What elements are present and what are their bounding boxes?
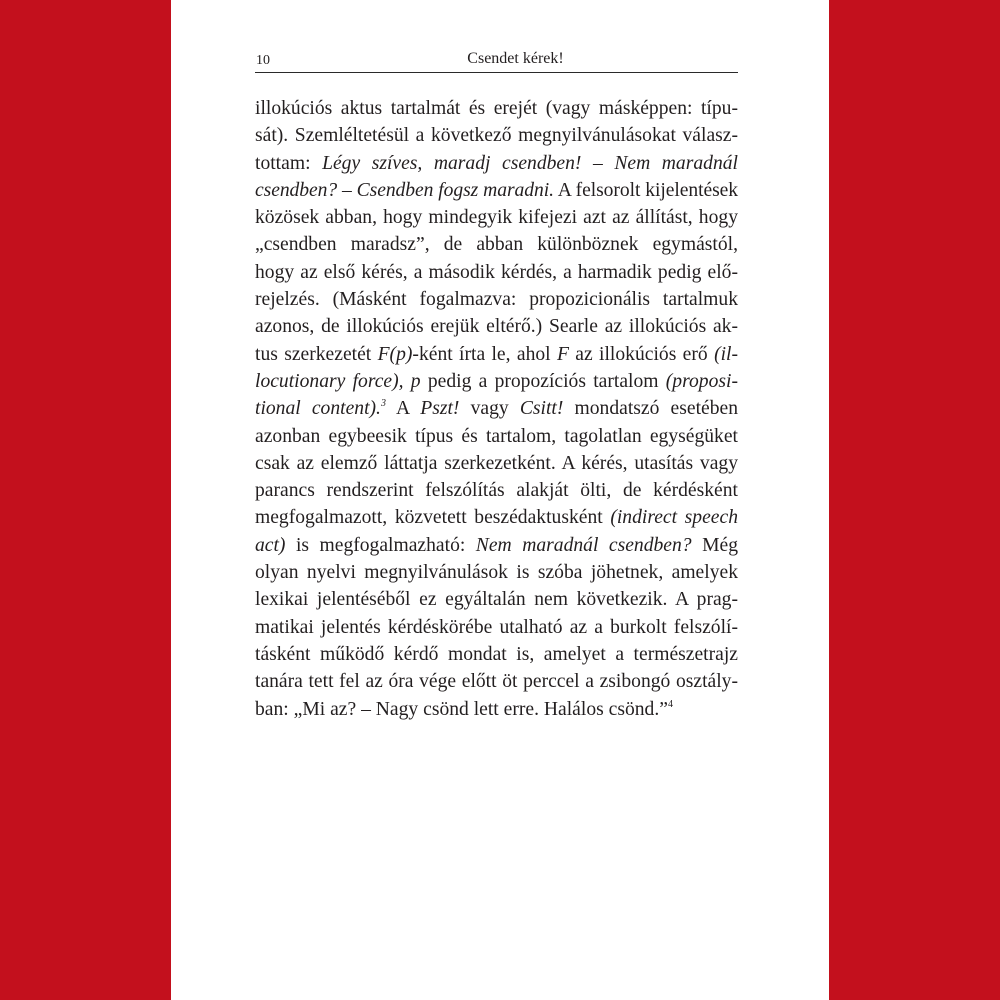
- body-paragraph: [255, 95, 738, 723]
- text-line: [255, 586, 738, 613]
- text-line: [255, 559, 738, 586]
- text-line: [255, 341, 738, 368]
- italic-run: Csitt!: [519, 398, 564, 420]
- footnote-marker: 4: [667, 698, 673, 710]
- text-run: A felsorolt kijelentések: [553, 179, 739, 201]
- text-line: [255, 286, 738, 313]
- text-run: mondatszó esetében: [563, 398, 738, 420]
- text-line: [255, 231, 738, 258]
- text-run: az illokúciós erő: [568, 343, 715, 365]
- text-run: lexikai jelentéséből ez egyáltalán nem következik. A prag-: [255, 589, 738, 611]
- text-run: tanára tett fel az óra vége előtt öt perccel a zsibongó osztály-: [255, 671, 738, 693]
- text-run: azonban egybeesik típus és tartalom, tagolatlan egységüket: [255, 425, 738, 447]
- text-run: pedig a propozíciós tartalom: [420, 370, 666, 392]
- text-run: A: [385, 398, 421, 420]
- text-line: [255, 504, 738, 531]
- italic-run: (proposi-: [665, 370, 738, 392]
- running-title: Csendet kérek!: [467, 50, 564, 67]
- footnote-marker: 3: [380, 398, 386, 410]
- text-run: megfogalmazott, közvetett beszédaktusként: [255, 507, 611, 529]
- text-line: [255, 450, 738, 477]
- text-run: hogy az első kérés, a második kérdés, a harmadik pedig elő-: [255, 261, 738, 283]
- text-run: matikai jelentés kérdéskörébe utalható az a burkolt felszólí-: [255, 616, 738, 638]
- italic-run: Légy szíves, maradj csendben! – Nem maradnál: [322, 152, 738, 174]
- text-line: [255, 95, 738, 122]
- italic-run: F(p): [377, 343, 413, 365]
- text-run: közösek abban, hogy mindegyik kifejezi azt az állítást, hogy: [255, 207, 738, 229]
- text-line: [255, 122, 738, 149]
- text-run: is megfogalmazható:: [285, 534, 476, 556]
- text-line: [255, 614, 738, 641]
- text-line: [255, 259, 738, 286]
- text-run: tottam:: [255, 152, 323, 174]
- text-run: olyan nyelvi megnyilvánulások is szóba jöhetnek, amelyek: [255, 562, 738, 584]
- text-run: tásként működő kérdő mondat is, amelyet a természetrajz: [255, 643, 738, 665]
- text-run: ban: „Mi az? – Nagy csönd lett erre. Halálos csönd.”: [255, 698, 668, 720]
- text-line: [255, 177, 738, 204]
- text-line: [255, 368, 738, 395]
- italic-run: locutionary force), p: [255, 370, 421, 392]
- text-line: [255, 204, 738, 231]
- text-run: sát). Szemléltetésül a következő megnyilvánulásokat válasz-: [255, 125, 738, 147]
- italic-run: Nem maradnál csendben?: [475, 534, 692, 556]
- text-line: [255, 696, 738, 723]
- text-line: [255, 532, 738, 559]
- text-run: azonos, de illokúciós erejük eltérő.) Searle az illokúciós ak-: [255, 316, 738, 338]
- text-run: vagy: [459, 398, 520, 420]
- text-line: [255, 641, 738, 668]
- text-run: Még: [691, 534, 738, 556]
- italic-run: (indirect speech: [610, 507, 738, 529]
- text-line: [255, 150, 738, 177]
- text-line: [255, 477, 738, 504]
- page-number: 10: [256, 53, 270, 68]
- text-line: [255, 668, 738, 695]
- italic-run: (il-: [714, 343, 738, 365]
- text-run: rejelzés. (Másként fogalmazva: propozicionális tartalmuk: [255, 289, 738, 311]
- italic-run: tional content).: [255, 398, 381, 420]
- text-run: tus szerkezetét: [255, 343, 378, 365]
- italic-run: csendben? – Csendben fogsz maradni.: [255, 179, 554, 201]
- text-line: [255, 395, 738, 422]
- text-line: [255, 313, 738, 340]
- text-run: csak az elemző láttatja szerkezetként. A kérés, utasítás vagy: [255, 452, 738, 474]
- left-red-border: [0, 0, 171, 1000]
- text-line: [255, 423, 738, 450]
- book-page: [171, 0, 829, 1000]
- right-red-border: [829, 0, 1000, 1000]
- text-run: parancs rendszerint felszólítás alakját ölti, de kérdésként: [255, 480, 738, 502]
- text-run: „csendben maradsz”, de abban különböznek egymástól,: [255, 234, 738, 256]
- italic-run: act): [255, 534, 286, 556]
- running-header: [255, 50, 738, 73]
- italic-run: F: [556, 343, 569, 365]
- text-run: illokúciós aktus tartalmát és erejét (vagy másképpen: típu-: [255, 98, 738, 119]
- text-run: -ként írta le, ahol: [412, 343, 557, 365]
- italic-run: Pszt!: [420, 398, 460, 420]
